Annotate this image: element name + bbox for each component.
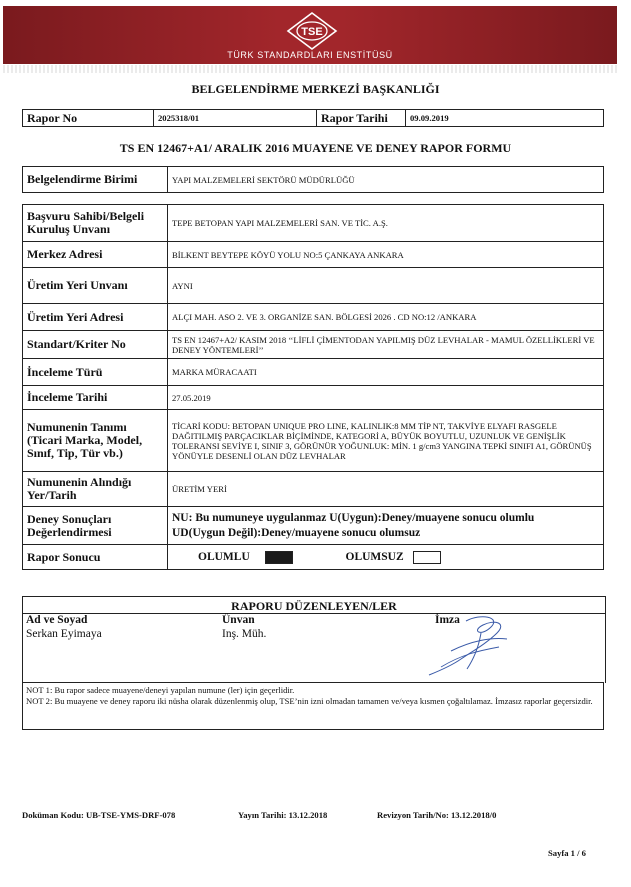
field-label: İnceleme Türü bbox=[23, 359, 168, 386]
evaluation-line1: NU: Bu numuneye uygulanmaz U(Uygun):Deney/muayene sonucu olumlu bbox=[172, 511, 535, 524]
report-info-row bbox=[22, 109, 604, 127]
olumsuz-label: OLUMSUZ bbox=[345, 550, 404, 563]
issuers-heading: RAPORU DÜZENLEYEN/LER bbox=[231, 599, 397, 613]
tse-logo-icon bbox=[286, 11, 338, 51]
note-2: NOT 2: Bu muayene ve deney raporu iki nüsha olarak düzenlenmiş olup, TSE’nin izni olmadan tamamen ve/veya kısmen çoğaltılamaz. İmzasız raporlar geçersizdir. bbox=[26, 696, 593, 706]
birim-row bbox=[22, 166, 604, 193]
field-label: Merkez Adresi bbox=[23, 242, 168, 268]
field-label: Standart/Kriter No bbox=[23, 331, 168, 359]
rapor-tarihi-value: 09.09.2019 bbox=[406, 110, 604, 127]
institute-name: TÜRK STANDARDLARI ENSTİTÜSÜ bbox=[227, 50, 393, 60]
evaluation-line2: UD(Uygun Değil):Deney/muayene sonucu olumsuz bbox=[172, 526, 421, 539]
rapor-tarihi-label: Rapor Tarihi bbox=[317, 110, 406, 127]
olumlu-checkbox bbox=[265, 551, 293, 564]
field-value: ALÇI MAH. ASO 2. VE 3. ORGANİZE SAN. BÖLGESİ 2026 . CD NO:12 /ANKARA bbox=[168, 304, 604, 331]
banner-divider bbox=[3, 65, 617, 73]
info-table bbox=[22, 204, 604, 570]
issuer-name: Serkan Eyimaya bbox=[26, 628, 102, 640]
rapor-no-label: Rapor No bbox=[23, 110, 154, 127]
field-label: Başvuru Sahibi/Belgeli Kuruluş Unvanı bbox=[23, 205, 168, 242]
field-value: 27.05.2019 bbox=[168, 386, 604, 410]
issuers-section bbox=[22, 596, 606, 683]
birim-value: YAPI MALZEMELERİ SEKTÖRÜ MÜDÜRLÜĞÜ bbox=[168, 167, 604, 193]
header-banner bbox=[3, 6, 617, 64]
note-1: NOT 1: Bu rapor sadece muayene/deneyi yapılan numune (ler) için geçerlidir. bbox=[26, 685, 295, 695]
field-value: ÜRETİM YERİ bbox=[168, 472, 604, 507]
field-value: AYNI bbox=[168, 268, 604, 304]
field-label: İnceleme Tarihi bbox=[23, 386, 168, 410]
rapor-no-value: 2025318/01 bbox=[154, 110, 317, 127]
field-value: TS EN 12467+A2/ KASIM 2018 ‘‘LİFLİ ÇİMENTODAN YAPILMIŞ DÜZ LEVHALAR - MAMUL ÖZELLİKLERİ VE DENEY YÖNTEMLERİ’’ bbox=[168, 331, 604, 359]
page-number: Sayfa 1 / 6 bbox=[548, 848, 586, 858]
field-label: Üretim Yeri Unvanı bbox=[23, 268, 168, 304]
department-title: BELGELENDİRME MERKEZİ BAŞKANLIĞI bbox=[191, 82, 440, 96]
field-label: Numunenin Alındığı Yer/Tarih bbox=[23, 472, 168, 507]
field-value: TEPE BETOPAN YAPI MALZEMELERİ SAN. VE TİC. A.Ş. bbox=[168, 205, 604, 242]
signature-label: İmza bbox=[435, 614, 460, 626]
form-title: TS EN 12467+A1/ ARALIK 2016 MUAYENE VE DENEY RAPOR FORMU bbox=[119, 141, 512, 155]
field-label: Üretim Yeri Adresi bbox=[23, 304, 168, 331]
publish-date: Yayın Tarihi: 13.12.2018 bbox=[238, 810, 328, 820]
notes-box bbox=[22, 682, 604, 730]
name-label: Ad ve Soyad bbox=[26, 614, 88, 626]
evaluation-legend bbox=[168, 507, 604, 545]
issuer-title: Inş. Müh. bbox=[222, 628, 267, 640]
revision-info: Revizyon Tarih/No: 13.12.2018/0 bbox=[377, 810, 497, 820]
olumlu-label: OLUMLU bbox=[198, 550, 250, 563]
doc-code: Doküman Kodu: UB-TSE-YMS-DRF-078 bbox=[22, 810, 176, 820]
result-label: Rapor Sonucu bbox=[23, 545, 168, 570]
field-value: TİCARİ KODU: BETOPAN UNIQUE PRO LINE, KALINLIK:8 MM TİP NT, TAKVİYE ELYAFI RASGELE DAĞITILMIŞ PARÇACIKLAR BİÇİMİNDE, KATEGORİ A, BÜYÜK BOYUTLU, UZUNLUK VE GENİŞLİK TOLERANSI SEVİYE I, SINIF 3, GÖRÜNÜR YOĞUNLUK: MİN. 1 g/cm3 YANGINA TEPKİ SINIFI A1, GÖRÜNÜŞ YÖNÜYLE DESENLİ OLAN DÜZ LEVHALAR bbox=[168, 410, 604, 472]
evaluation-label: Deney Sonuçları Değerlendirmesi bbox=[23, 507, 168, 545]
title-label: Ünvan bbox=[222, 614, 255, 626]
field-label: Numunenin Tanımı (Ticari Marka, Model, Sınıf, Tip, Tür vb.) bbox=[23, 410, 168, 472]
signature-icon bbox=[411, 611, 531, 681]
olumsuz-checkbox bbox=[413, 551, 441, 564]
logo-text: TSE bbox=[301, 26, 323, 38]
birim-label: Belgelendirme Birimi bbox=[23, 167, 168, 193]
field-value: BİLKENT BEYTEPE KÖYÜ YOLU NO:5 ÇANKAYA ANKARA bbox=[168, 242, 604, 268]
field-value: MARKA MÜRACAATI bbox=[168, 359, 604, 386]
result-options bbox=[168, 545, 604, 570]
